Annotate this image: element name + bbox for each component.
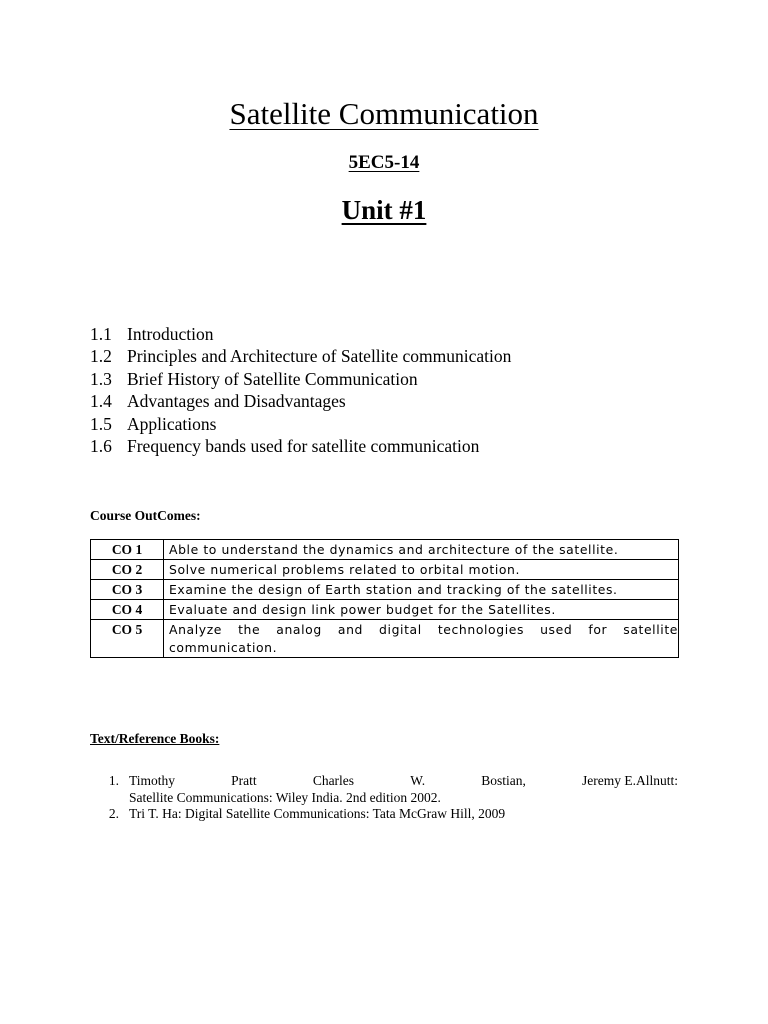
book-number: 2. [108,806,119,821]
outcome-id: CO 1 [91,540,164,560]
table-row [91,600,679,620]
course-outcomes-heading: Course OutComes: [90,508,201,523]
course-code-text: 5EC5-14 [348,152,420,173]
topic-number: 1.6 [90,436,112,457]
topic-item [90,345,511,367]
topic-number: 1.1 [90,324,112,344]
outcome-id: CO 4 [91,600,164,620]
book-title-line: Satellite Communications: Wiley India. 2nd edition 2002. [129,789,441,805]
outcome-text: Able to understand the dynamics and architecture of the satellite. [164,540,679,560]
book-number: 1. [108,773,119,788]
reference-book-list [90,773,678,823]
topic-number: 1.3 [90,368,112,389]
book-authors-line [129,773,678,790]
book-word: W. [410,773,426,788]
topic-text: Applications [127,413,217,434]
table-row [91,580,679,600]
outcome-id: CO 3 [91,580,164,600]
topic-number: 1.4 [90,391,112,412]
document-title [0,94,768,134]
reference-books-heading: Text/Reference Books: [90,731,220,746]
topic-item [90,390,511,412]
book-word: Bostian, [481,773,526,788]
course-outcomes-table [90,539,679,658]
topic-text: Principles and Architecture of Satellite communication [127,346,512,367]
table-row [91,540,679,560]
outcome-id: CO 2 [91,560,164,580]
topic-item [90,413,511,435]
table-row [91,560,679,580]
unit-heading-text: Unit #1 [341,195,427,225]
topic-item [90,323,511,345]
book-word: Charles [312,773,355,788]
topic-text: Frequency bands used for satellite communication [127,436,480,457]
list-item [90,773,678,806]
outcome-text: Solve numerical problems related to orbital motion. [164,560,679,580]
book-word: Pratt [231,773,257,788]
topic-text: Brief History of Satellite Communication [127,368,418,389]
topic-item [90,435,511,457]
book-text: Tri T. Ha: Digital Satellite Communications: Tata McGraw Hill, 2009 [129,806,506,821]
topic-item [90,368,511,390]
outcome-text: Evaluate and design link power budget for the Satellites. [164,600,679,620]
book-text [129,773,678,806]
topic-list [90,323,511,457]
topic-number: 1.5 [90,413,112,434]
course-code [0,151,768,175]
table-row [91,620,679,658]
topic-text: Advantages and Disadvantages [127,391,346,412]
book-word: Jeremy E.Allnutt: [582,773,678,788]
topic-number: 1.2 [90,346,112,367]
outcome-id: CO 5 [91,620,164,658]
document-title-text: Satellite Communication [229,96,539,131]
book-word: Timothy [129,773,176,788]
outcome-text: Examine the design of Earth station and tracking of the satellites. [164,580,679,600]
outcome-text: Analyze the analog and digital technologies used for satellite communication. [164,620,679,658]
list-item [90,806,678,823]
topic-text: Introduction [127,324,214,344]
unit-heading [0,193,768,227]
